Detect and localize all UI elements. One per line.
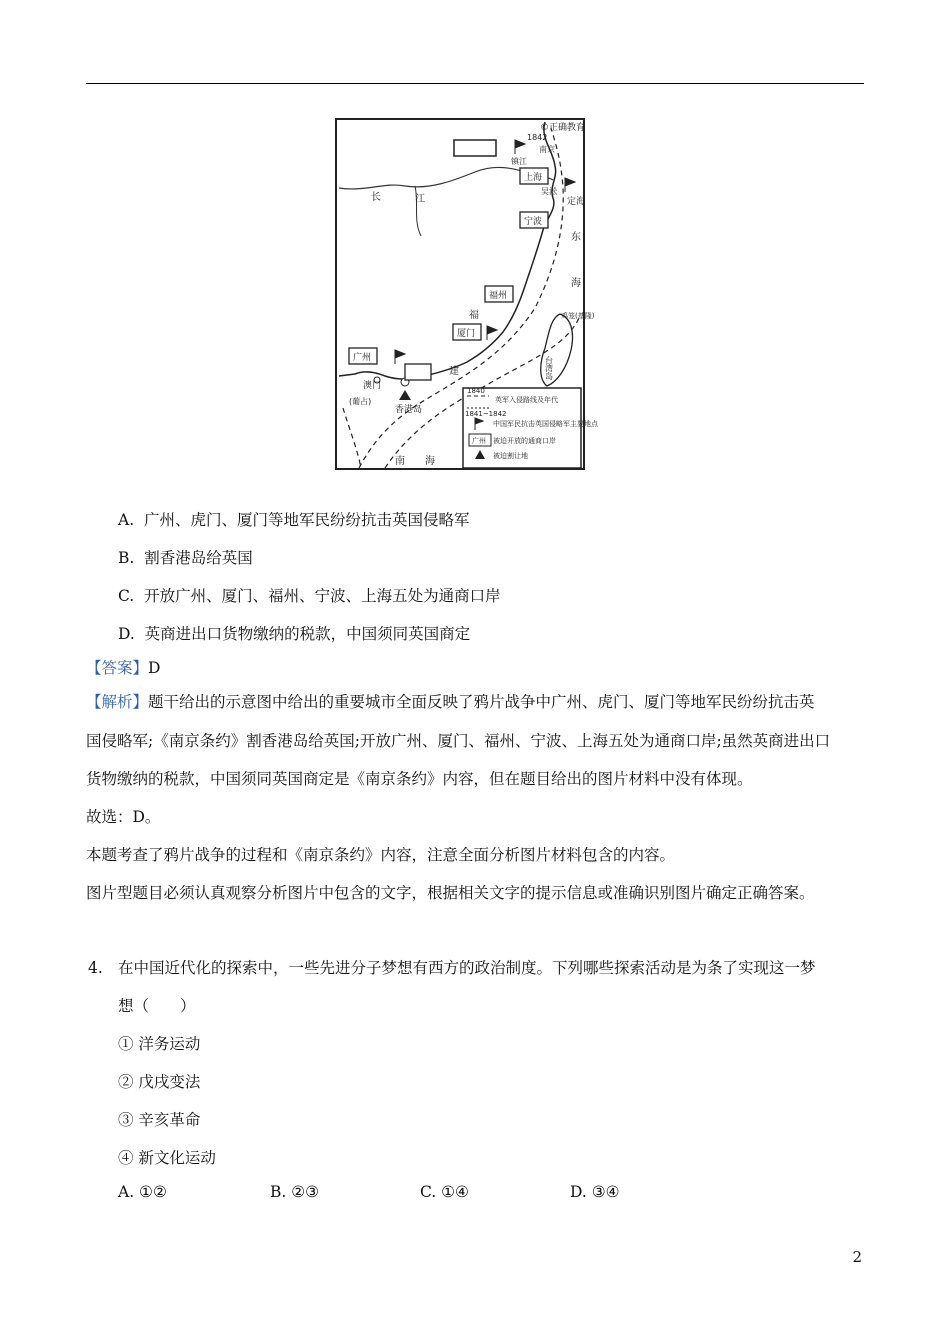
map-label-nanhai-2: 海	[425, 456, 435, 467]
opium-war-map	[335, 118, 598, 470]
legend-route-title: 英军入侵路线及年代	[495, 396, 558, 404]
map-label-jilong: 鸡笼(基隆)	[561, 312, 595, 320]
question-4-item-1: ① 洋务运动	[118, 1035, 201, 1053]
analysis-line-3: 货物缴纳的税款，中国须同英国商定是《南京条约》内容，但在题目给出的图片材料中没有体现。	[86, 770, 753, 788]
map-year-1842: 1842	[527, 133, 548, 142]
question-4-item-2: ② 戊戌变法	[118, 1073, 201, 1091]
map-label-donghai-2: 海	[571, 278, 581, 289]
question-4-line-1: 在中国近代化的探索中，一些先进分子梦想有西方的政治制度。下列哪些探索活动是为条了实现这一梦	[118, 959, 816, 977]
option-b: B. 割香港岛给英国	[118, 549, 253, 567]
question-4-choice-d: D. ③④	[570, 1183, 620, 1201]
legend-resist: 中国军民抗击英国侵略军主要地点	[493, 420, 598, 428]
map-label-fujian-2: 建	[449, 366, 459, 377]
map-label-donghai-1: 东	[571, 232, 581, 243]
answer-line	[86, 658, 160, 678]
analysis-line-1: 【解析】题干给出的示意图中给出的重要城市全面反映了鸦片战争中广州、虎门、厦门等地军民纷纷抗击英	[86, 693, 815, 711]
map-label-ningbo: 宁波	[524, 217, 543, 227]
legend-year-1840: 1840	[467, 387, 485, 395]
map-label-taiwan: 台湾岛	[544, 356, 554, 380]
question-4-number: 4.	[88, 959, 103, 977]
question-4-item-3: ③ 辛亥革命	[118, 1111, 201, 1129]
map-label-wusong: 吴淞	[541, 187, 557, 196]
analysis-note-1: 本题考查了鸦片战争的过程和《南京条约》内容，注意全面分析图片材料包含的内容。	[86, 846, 676, 864]
answer-value: D	[148, 659, 161, 677]
legend-year-1841: 1841~1842	[465, 410, 507, 418]
map-label-portuguese: (葡占)	[349, 397, 372, 406]
analysis-conclusion: 故选：D。	[86, 808, 161, 826]
map-label-zhenjiang: 镇江	[511, 157, 527, 166]
question-4-choice-c: C. ①④	[420, 1183, 469, 1201]
map-label-xiamen: 厦门	[457, 329, 476, 339]
option-c: C. 开放广州、厦门、福州、宁波、上海五处为通商口岸	[118, 587, 501, 605]
analysis-line-2: 国侵略军;《南京条约》割香港岛给英国;开放广州、厦门、福州、宁波、上海五处为通商口岸;虽然英商进出口	[86, 732, 831, 750]
legend-ports: 被迫开放的通商口岸	[493, 437, 556, 445]
map-label-nanjing: 南京	[539, 145, 555, 154]
map-label-hongkong: 香港岛	[395, 405, 423, 415]
question-4-choice-b: B. ②③	[270, 1183, 320, 1201]
map-label-nanhai-1: 南	[395, 456, 405, 467]
map-label-yangtze-2: 江	[415, 194, 425, 205]
map-watermark: ©正确教育	[540, 123, 586, 133]
header-rule	[86, 83, 864, 84]
map-legend	[463, 387, 599, 468]
page-number: 2	[852, 1248, 862, 1266]
map-label-dinghai: 定海	[567, 197, 586, 207]
map-label-yangtze-1: 长	[371, 192, 381, 203]
analysis-note-2: 图片型题目必须认真观察分析图片中包含的文字，根据相关文字的提示信息或准确识别图片确定正确答案。	[86, 884, 815, 902]
map-label-fujian-1: 福	[469, 310, 479, 321]
legend-sample-city: 广州	[472, 437, 486, 445]
map-label-macau: 澳门	[363, 381, 382, 391]
question-4-line-2: 想（ ）	[118, 997, 196, 1015]
option-d: D. 英商进出口货物缴纳的税款，中国须同英国商定	[118, 625, 471, 643]
map-label-guangzhou: 广州	[353, 353, 372, 363]
analysis-tag: 【解析】	[86, 693, 149, 711]
option-a: A. 广州、虎门、厦门等地军民纷纷抗击英国侵略军	[118, 511, 470, 529]
map-label-fuzhou: 福州	[489, 291, 508, 301]
legend-ceded: 被迫割让地	[493, 452, 528, 460]
question-4-choice-a: A. ①②	[118, 1183, 167, 1201]
map-label-shanghai: 上海	[524, 173, 543, 183]
answer-tag: 【答案】	[86, 659, 149, 677]
question-4-item-4: ④ 新文化运动	[118, 1149, 216, 1167]
